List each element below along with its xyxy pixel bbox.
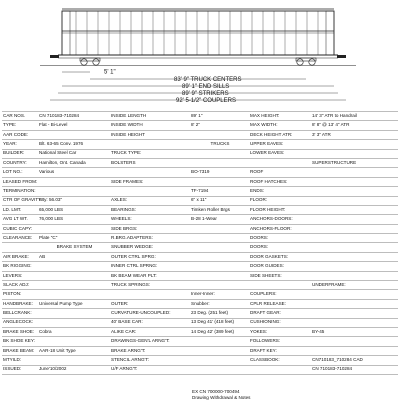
spec-row	[2, 187, 398, 196]
spec-row	[2, 224, 398, 233]
spec-value-16-3	[190, 262, 249, 271]
spec-label-19-2	[110, 290, 190, 299]
spec-label-21-2: CURVATURE-UNCOUPLED:	[110, 309, 190, 318]
spec-value-17-3	[190, 271, 249, 280]
spec-value-8-1	[38, 187, 110, 196]
dim-strikers: 89' 9" STRIKERS	[182, 91, 229, 97]
spec-row	[2, 365, 398, 374]
spec-value-7-5	[311, 177, 398, 186]
spec-label-14-0	[2, 243, 38, 252]
spec-label-24-0: BK SHOE KEY:	[2, 337, 38, 346]
spec-label-15-2: OUTER CTRL SPRG:	[110, 252, 190, 261]
spec-label-27-0: ISSUED:	[2, 365, 38, 374]
spec-value-10-1: 65,000 LBS	[38, 205, 110, 214]
spec-value-7-1	[38, 177, 110, 186]
spec-label-12-2: SIDE BRGS:	[110, 224, 190, 233]
footer-note-2: Drawing Withdrawal & Notes	[192, 395, 251, 400]
spec-value-11-5	[311, 215, 398, 224]
spec-label-6-2	[110, 168, 190, 177]
dim-couplers: 92' 5-1/2" COUPLERS	[176, 98, 236, 104]
spec-label-2-0: AAR CODE:	[2, 130, 38, 139]
spec-label-9-0: CTR OF GRAVITY:	[2, 196, 38, 205]
spec-value-11-3: B-28 1-Wear	[190, 215, 249, 224]
spec-row	[2, 168, 398, 177]
spec-row	[2, 356, 398, 365]
specification-table	[2, 111, 398, 375]
spec-row	[2, 318, 398, 327]
spec-label-20-2: OUTER:	[110, 299, 190, 308]
spec-value-13-1: Plate "C"	[38, 234, 110, 243]
spec-row	[2, 262, 398, 271]
spec-label-7-2: SIDE FRAMES:	[110, 177, 190, 186]
spec-row	[2, 243, 398, 252]
spec-value-8-5	[311, 187, 398, 196]
spec-label-11-2: WHEELS:	[110, 215, 190, 224]
spec-label-0-4: MAX HEIGHT:	[249, 112, 311, 121]
spec-label-12-0: CUBIC CAPY:	[2, 224, 38, 233]
spec-value-3-3: TRUCKS	[190, 140, 249, 149]
spec-label-1-2: INSIDE WIDTH	[110, 121, 190, 130]
spec-label-4-4: LOWER EAVES:	[249, 149, 311, 158]
spec-label-3-2	[110, 140, 190, 149]
spec-value-12-3	[190, 224, 249, 233]
spec-value-14-1: BRAKE SYSTEM	[38, 243, 110, 252]
spec-row	[2, 309, 398, 318]
spec-value-6-1: Various	[38, 168, 110, 177]
spec-label-14-4: DOORS:	[249, 243, 311, 252]
spec-value-14-3	[190, 243, 249, 252]
spec-value-15-3	[190, 252, 249, 261]
spec-value-9-3: 6" x 11"	[190, 196, 249, 205]
spec-value-25-1: AAR-18 Unit Type	[38, 346, 110, 355]
spec-label-24-4: FOLLOWERS:	[249, 337, 311, 346]
spec-value-23-1: Cobra	[38, 327, 110, 336]
spec-value-0-3: 89' 1"	[190, 112, 249, 121]
spec-label-5-0: COUNTRY:	[2, 158, 38, 167]
spec-label-7-0: LEASED FROM:	[2, 177, 38, 186]
spec-value-1-5: 8' 8" @ 13' 4" ATR	[311, 121, 398, 130]
spec-row	[2, 149, 398, 158]
spec-label-18-4	[249, 281, 311, 290]
spec-label-0-2: INSIDE LENGTH	[110, 112, 190, 121]
spec-row	[2, 346, 398, 355]
spec-value-21-3: 23 Deg. (251 feet)	[190, 309, 249, 318]
spec-label-23-2: ALIKE CAR:	[110, 327, 190, 336]
spec-row	[2, 281, 398, 290]
spec-label-6-4: ROOF	[249, 168, 311, 177]
dim-end-sills: 89' 1" END SILLS	[182, 84, 230, 90]
spec-label-13-2: R.BRG.ADAPTERS:	[110, 234, 190, 243]
spec-label-8-0: TERMINATION:	[2, 187, 38, 196]
spec-value-2-3	[190, 130, 249, 139]
spec-row	[2, 112, 398, 121]
spec-label-1-4: MAX WIDTH:	[249, 121, 311, 130]
spec-label-21-4: DRAFT GEAR:	[249, 309, 311, 318]
spec-label-13-0: CLEARANCE:	[2, 234, 38, 243]
spec-value-22-5	[311, 318, 398, 327]
spec-value-5-5: SUPERSTRUCTURE	[311, 158, 398, 167]
spec-label-14-2: SNUBBER WEDGE:	[110, 243, 190, 252]
spec-label-11-0: AVG LT WT.	[2, 215, 38, 224]
spec-value-11-1: 76,000 LBS	[38, 215, 110, 224]
spec-value-7-3	[190, 177, 249, 186]
spec-value-23-3: 14 Deg 42' (389 feet)	[190, 327, 249, 336]
spec-value-18-5: UNDERFRAME:	[311, 281, 398, 290]
spec-value-4-1: National Steel Car	[38, 149, 110, 158]
spec-label-3-4: UPPER EAVES:	[249, 140, 311, 149]
spec-label-18-2: TRUCK SPRINGS:	[110, 281, 190, 290]
spec-label-11-4: ANCHORS-DOORS:	[249, 215, 311, 224]
spec-label-6-0: LOT NO.:	[2, 168, 38, 177]
spec-value-2-1	[38, 130, 110, 139]
spec-label-2-4: DECK HEIGHT ATR:	[249, 130, 311, 139]
spec-label-26-0: MTYILD:	[2, 356, 38, 365]
spec-label-22-0: ANGLECOCK:	[2, 318, 38, 327]
spec-label-13-4: DOORS:	[249, 234, 311, 243]
spec-value-26-5: CN710183_710284 CAD	[311, 356, 398, 365]
spec-value-19-5	[311, 290, 398, 299]
railcar-side-elevation	[0, 0, 400, 112]
spec-value-4-3	[190, 149, 249, 158]
spec-label-27-4	[249, 365, 311, 374]
spec-label-16-2: INNER CTRL SPRNG:	[110, 262, 190, 271]
spec-label-27-2: U/F ARNG'T:	[110, 365, 190, 374]
spec-label-21-0: BELLCRANK:	[2, 309, 38, 318]
spec-value-8-3: TF-7194	[190, 187, 249, 196]
spec-value-26-1	[38, 356, 110, 365]
spec-value-21-5	[311, 309, 398, 318]
spec-label-25-4: DRAFT KEY:	[249, 346, 311, 355]
spec-label-20-4: CPLR RELEASE:	[249, 299, 311, 308]
spec-value-25-3	[190, 346, 249, 355]
spec-value-13-3	[190, 234, 249, 243]
spec-label-2-2: INSIDE HEIGHT	[110, 130, 190, 139]
spec-row	[2, 177, 398, 186]
spec-value-16-1	[38, 262, 110, 271]
dim-end-to-truck: 5' 1"	[104, 69, 116, 76]
spec-label-26-4: CLASSBOOK:	[249, 356, 311, 365]
spec-row	[2, 140, 398, 149]
spec-label-18-0: SLACK ADJ:	[2, 281, 38, 290]
spec-row	[2, 196, 398, 205]
spec-label-10-4: FLOOR HEIGHT:	[249, 205, 311, 214]
spec-label-3-0: YEAR:	[2, 140, 38, 149]
spec-value-20-1: Universal Pump Type	[38, 299, 110, 308]
spec-label-9-4: FLOOR:	[249, 196, 311, 205]
spec-label-9-2: AXLES:	[110, 196, 190, 205]
spec-value-17-5	[311, 271, 398, 280]
spec-value-3-5	[311, 140, 398, 149]
spec-value-27-1: June'10/2002	[38, 365, 110, 374]
spec-value-12-1	[38, 224, 110, 233]
spec-label-20-0: HANDBRAKE:	[2, 299, 38, 308]
spec-row	[2, 158, 398, 167]
spec-value-19-1	[38, 290, 110, 299]
spec-label-22-2: 40' BASE CAR:	[110, 318, 190, 327]
spec-value-18-3	[190, 281, 249, 290]
spec-label-16-4: DOOR GUIDES:	[249, 262, 311, 271]
spec-row	[2, 215, 398, 224]
spec-label-15-4: DOOR GASKETS:	[249, 252, 311, 261]
spec-label-17-0: LEVERS:	[2, 271, 38, 280]
spec-label-24-2: DRAWINGS-GEN'L ARNG'T:	[110, 337, 190, 346]
spec-value-12-5	[311, 224, 398, 233]
spec-label-0-0: CAR NOS.	[2, 112, 38, 121]
spec-label-15-0: AIR BRAKE:	[2, 252, 38, 261]
spec-value-13-5	[311, 234, 398, 243]
spec-value-21-1	[38, 309, 110, 318]
spec-value-24-5	[311, 337, 398, 346]
spec-value-27-5: CN 710183-710284	[311, 365, 398, 374]
spec-label-4-2: TRUCK TYPE:	[110, 149, 190, 158]
spec-label-8-2	[110, 187, 190, 196]
spec-row	[2, 299, 398, 308]
spec-label-19-0: PISTON:	[2, 290, 38, 299]
spec-label-5-2: BOLSTERS	[110, 158, 190, 167]
spec-label-17-2: BK BEAM WEAR PLT:	[110, 271, 190, 280]
spec-label-26-2: STENCIL ARNG'T:	[110, 356, 190, 365]
spec-row	[2, 234, 398, 243]
dim-truck-centers: 83' 9" TRUCK CENTERS	[174, 77, 242, 83]
spec-value-22-1	[38, 318, 110, 327]
spec-value-23-5: BY-45	[311, 327, 398, 336]
spec-label-25-0: BRAKE BEAM:	[2, 346, 38, 355]
spec-row	[2, 290, 398, 299]
spec-value-19-3: Inner-Inner:	[190, 290, 249, 299]
spec-value-26-3	[190, 356, 249, 365]
spec-value-15-1: AB	[38, 252, 110, 261]
spec-value-10-5	[311, 205, 398, 214]
spec-row	[2, 130, 398, 139]
footer-note-1: EX CN 700000-700494	[192, 389, 240, 394]
spec-label-1-0: TYPE:	[2, 121, 38, 130]
spec-value-27-3	[190, 365, 249, 374]
spec-label-25-2: BRAKE ARNG'T:	[110, 346, 190, 355]
spec-value-20-5	[311, 299, 398, 308]
spec-label-22-4: CUSHIONING:	[249, 318, 311, 327]
spec-value-18-1	[38, 281, 110, 290]
spec-value-10-3: Timken Roller Brgs	[190, 205, 249, 214]
spec-label-8-4: ENDS:	[249, 187, 311, 196]
spec-value-20-3: Snubber:	[190, 299, 249, 308]
spec-row	[2, 327, 398, 336]
spec-value-6-3: BO-7319	[190, 168, 249, 177]
spec-row	[2, 121, 398, 130]
spec-value-6-5	[311, 168, 398, 177]
spec-value-3-1: Blt. 63-65 Conv. 1976	[38, 140, 110, 149]
spec-value-22-3: 13 Deg 41' (418 feet)	[190, 318, 249, 327]
spec-label-16-0: BK RIGGING:	[2, 262, 38, 271]
spec-value-0-5: 14' 3" ATR to Handrail	[311, 112, 398, 121]
spec-label-23-0: BRAKE SHOE:	[2, 327, 38, 336]
spec-label-17-4: SIDE SHEETS:	[249, 271, 311, 280]
spec-row	[2, 205, 398, 214]
spec-label-10-0: LD. LMT.	[2, 205, 38, 214]
spec-label-12-4: ANCHORS-FLOOR:	[249, 224, 311, 233]
spec-value-24-3	[190, 337, 249, 346]
spec-label-5-4	[249, 158, 311, 167]
spec-value-2-5: 3' 3" ATR	[311, 130, 398, 139]
spec-value-9-1: Mty: 56.03"	[38, 196, 110, 205]
spec-value-14-5	[311, 243, 398, 252]
spec-value-25-5	[311, 346, 398, 355]
spec-value-17-1	[38, 271, 110, 280]
spec-value-15-5	[311, 252, 398, 261]
spec-label-19-4: COUPLERS:	[249, 290, 311, 299]
spec-value-1-1: Flat - Bi-Level	[38, 121, 110, 130]
spec-value-24-1	[38, 337, 110, 346]
spec-row	[2, 337, 398, 346]
spec-label-10-2: BEARINGS:	[110, 205, 190, 214]
spec-label-23-4: YOKES:	[249, 327, 311, 336]
spec-value-4-5	[311, 149, 398, 158]
spec-label-4-0: BUILDER:	[2, 149, 38, 158]
spec-row	[2, 271, 398, 280]
spec-value-0-1: CN 710183-710284	[38, 112, 110, 121]
spec-value-1-3: 8' 2"	[190, 121, 249, 130]
spec-value-5-3	[190, 158, 249, 167]
spec-value-5-1: Hamilton, Ont. Canada	[38, 158, 110, 167]
spec-value-9-5	[311, 196, 398, 205]
spec-label-7-4: ROOF HATCHES:	[249, 177, 311, 186]
spec-row	[2, 252, 398, 261]
spec-value-16-5	[311, 262, 398, 271]
